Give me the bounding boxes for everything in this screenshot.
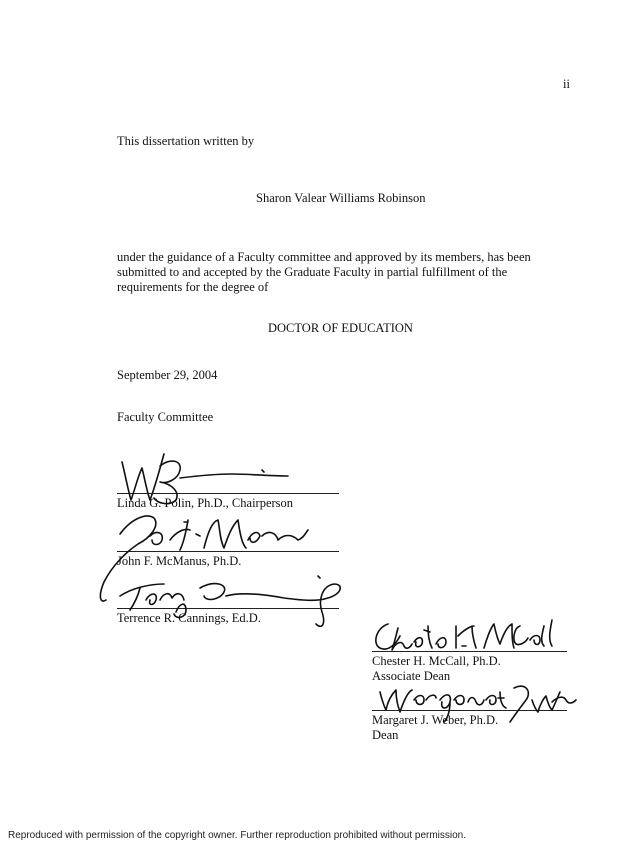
- body-paragraph: under the guidance of a Faculty committee and approved by its members, has been submitted to and accepted by the Graduate Faculty in partial fulfillment of the requirements for the degree of: [117, 250, 531, 294]
- committee-member-cannings: Terrence R. Cannings, Ed.D.: [117, 611, 261, 625]
- approval-date: September 29, 2004: [117, 368, 218, 382]
- author-name: Sharon Valear Williams Robinson: [256, 191, 426, 205]
- dean-name-mccall: Chester H. McCall, Ph.D.: [372, 654, 501, 668]
- intro-text: This dissertation written by: [117, 134, 255, 148]
- dean-title-weber: Dean: [372, 728, 399, 742]
- signature-line-cannings: [117, 608, 339, 609]
- signature-line-weber: [372, 710, 567, 711]
- degree-title: DOCTOR OF EDUCATION: [268, 321, 413, 335]
- signature-line-mccall: [372, 651, 567, 652]
- dean-title-mccall: Associate Dean: [372, 669, 451, 683]
- committee-heading: Faculty Committee: [117, 410, 214, 424]
- committee-member-mcmanus: John F. McManus, Ph.D.: [117, 554, 242, 568]
- page-number: ii: [563, 77, 570, 91]
- dean-name-weber: Margaret J. Weber, Ph.D.: [372, 713, 499, 727]
- committee-member-polin: Linda G. Polin, Ph.D., Chairperson: [117, 496, 294, 510]
- signature-line-mcmanus: [117, 551, 339, 552]
- signature-mccall: [376, 620, 552, 650]
- signature-line-polin: [117, 493, 339, 494]
- copyright-footer: Reproduced with permission of the copyright owner. Further reproduction prohibited without permission.: [8, 830, 467, 841]
